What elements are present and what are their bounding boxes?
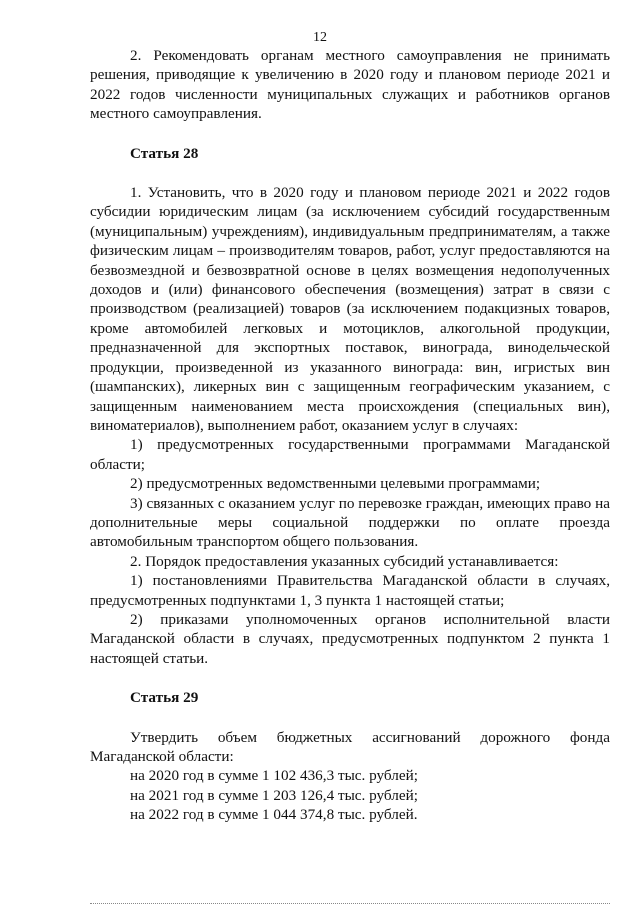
- road-fund-amount-2022: на 2022 год в сумме 1 044 374,8 тыс. рублей.: [130, 806, 418, 824]
- road-fund-amount-2020: на 2020 год в сумме 1 102 436,3 тыс. рублей;: [130, 767, 418, 785]
- article-29-heading: Статья 29: [130, 689, 199, 707]
- document-body: [90, 46, 610, 825]
- article-28-paragraph-2-item-2: 2) приказами уполномоченных органов исполнительной власти Магаданской области в случаях, предусмотренных подпунктом 2 пункта 1 настоящей статьи.: [90, 610, 610, 667]
- article-28-item-1: 1) предусмотренных государственными программами Магаданской области;: [90, 436, 610, 473]
- intro-paragraph: 2. Рекомендовать органам местного самоуправления не принимать решения, приводящие к увеличению в 2020 году и плановом периоде 2021 и 2022 годов численности муниципальных служащих и работников органов местного самоуправления.: [90, 47, 610, 123]
- page-number: 12: [313, 30, 327, 45]
- road-fund-amount-2021: на 2021 год в сумме 1 203 126,4 тыс. рублей;: [130, 786, 418, 804]
- footer-divider: [90, 903, 610, 904]
- article-28-paragraph-2-item-1: 1) постановлениями Правительства Магаданской области в случаях, предусмотренных подпунктами 1, 3 пункта 1 настоящей статьи;: [90, 572, 610, 609]
- article-28-item-3: 3) связанных с оказанием услуг по перевозке граждан, имеющих право на дополнительные меры социальной поддержки по оплате проезда автомобильным транспортом общего пользования.: [90, 494, 610, 551]
- article-29-intro: Утвердить объем бюджетных ассигнований дорожного фонда Магаданской области:: [90, 728, 610, 765]
- article-28-paragraph-1: 1. Установить, что в 2020 году и плановом периоде 2021 и 2022 годов субсидии юридическим лицам (за исключением субсидий государственным (муниципальным) учреждениям), индивидуальным предпринимателям, а также физическим лицам – производителям товаров, работ, услуг предоставляются на безвозмездной и безвозвратной основе в целях возмещения недополученных доходов и (или) финансового обеспечения (возмещения) затрат в связи с производством (реализацией) товаров (за исключением подакцизных товаров, кроме автомобилей легковых и мотоциклов, алкогольной продукции, предназначенной для экспортных поставок, винограда, винодельческой продукции, произведенной из указанного винограда: вин, игристых вин (шампанских), ликерных вин с защищенным географическим указанием, с защищенным наименованием места происхождения (специальных вин), виноматериалов), выполнением работ, оказанием услуг в случаях:: [90, 184, 610, 434]
- article-28-heading: Статья 28: [130, 144, 199, 162]
- article-28-item-2: 2) предусмотренных ведомственными целевыми программами;: [130, 475, 541, 493]
- article-28-paragraph-2: 2. Порядок предоставления указанных субсидий устанавливается:: [130, 552, 559, 570]
